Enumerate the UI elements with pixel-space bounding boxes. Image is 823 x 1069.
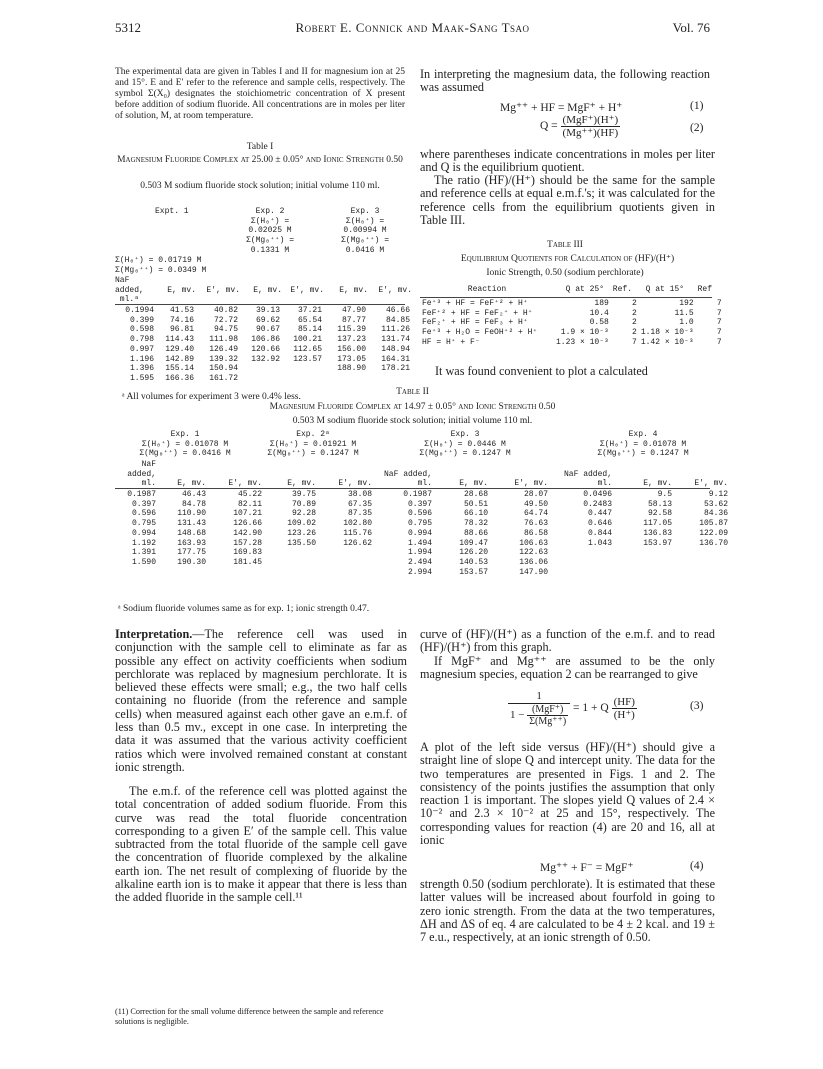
interpretation-para-2: The e.m.f. of the reference cell was plotted against the total concentration of added sodium fluoride. From this curve was read the total fluoride concentration corresponding to a given E′ of the sample cell. This value subtracted from the total fluoride of the sample cell gave the concentration of fluoride complexed by the alkaline earth ion. The net result of complexing of fluoride by the alkaline earth ion is to make it appear that there is less than the added fluoride in the sample cell.¹¹ — [115, 784, 407, 905]
table-cell: 164.31 — [381, 354, 410, 364]
table-cell: 9.5 — [657, 490, 672, 499]
table1-body — [112, 306, 412, 384]
table-cell: 2.994 — [407, 567, 432, 577]
table-cell: 41.53 — [169, 306, 194, 315]
table-cell: 1.192 — [131, 538, 156, 548]
table-header-row — [112, 460, 730, 489]
table2-colhead: E, mv. — [287, 479, 316, 489]
table-cell: 153.57 — [459, 567, 488, 577]
table-cell: 0.795 — [407, 519, 432, 529]
table-cell: 150.94 — [209, 364, 238, 374]
table-cell: 115.39 — [337, 325, 366, 335]
table-cell: 7 — [716, 308, 722, 318]
table-cell: 40.82 — [213, 306, 238, 315]
table-row — [112, 325, 412, 335]
table-cell — [614, 548, 674, 558]
table-cell: 123.26 — [287, 528, 316, 538]
table2-colhead: NaF added, ml. — [127, 460, 156, 489]
eq2-numerator: (MgF⁺)(H⁺) — [562, 114, 619, 126]
table-cell: 90.67 — [255, 325, 280, 335]
table2-colhead: E′, mv. — [228, 479, 262, 489]
table-cell: 7 — [716, 299, 722, 308]
table-cell: 131.43 — [177, 519, 206, 529]
table-cell: 0.0496 — [583, 490, 612, 499]
table-row — [112, 500, 730, 510]
table-cell: 37.21 — [297, 306, 322, 315]
table2-rule — [115, 488, 710, 489]
table-cell: 45.22 — [237, 490, 262, 499]
table-cell — [614, 558, 674, 568]
table-cell: 111.26 — [381, 325, 410, 335]
table-row — [112, 364, 412, 374]
table-cell: 0.994 — [407, 528, 432, 538]
table-cell: 136.83 — [643, 528, 672, 538]
table-cell: 147.90 — [519, 567, 548, 577]
table-cell: 0.844 — [587, 528, 612, 538]
table-cell: 39.75 — [291, 490, 316, 499]
equation-3-number: (3) — [690, 700, 704, 712]
table-cell: 1.23 × 10⁻³ — [556, 337, 609, 347]
table-cell — [240, 364, 282, 374]
table3-subtitle: Ionic Strength, 0.50 (sodium perchlorate) — [486, 268, 644, 278]
table-cell: 72.72 — [213, 315, 238, 325]
table-cell: 49.50 — [523, 499, 548, 509]
table3-colhead: Ref — [697, 285, 712, 294]
table-cell: 38.08 — [347, 490, 372, 499]
table-row — [112, 355, 412, 365]
table-cell: 0.596 — [131, 509, 156, 519]
table-cell: 86.58 — [523, 528, 548, 538]
table-cell — [674, 558, 730, 568]
table2-exp4-head: Exp. 4 Σ(H₀⁺) = 0.01078 M Σ(Mg₀⁺⁺) = 0.1247 M — [597, 430, 689, 459]
bottom-right-para-4: strength 0.50 (sodium perchlorate). It is estimated that these latter values will be increased about fourfold in going to zero ionic strength. From the data at the two temperatures, ΔH and ΔS of eq. 4 are calculated to be 4 ± 2 kcal. and 19 ± 7 e.u., respectively, at an ionic strength of 0.50. — [420, 877, 715, 945]
table-cell — [318, 568, 374, 578]
table-row — [112, 345, 412, 355]
table1-exp1-conc: Σ(H₀⁺) = 0.01719 M Σ(Mg₀⁺⁺) = 0.0349 M — [115, 256, 207, 275]
table-cell: 155.14 — [165, 364, 194, 374]
table-cell: 1.18 × 10⁻³ — [640, 328, 694, 338]
table-cell — [158, 568, 208, 578]
table-cell: 1.396 — [129, 364, 154, 374]
table-cell — [282, 374, 324, 384]
table-cell: 126.66 — [233, 519, 262, 529]
table-cell — [240, 374, 282, 384]
right-para-1: In interpreting the magnesium data, the following reaction was assumed — [420, 67, 710, 95]
table1-colhead: E, mv. — [339, 286, 368, 295]
table-cell: 112.65 — [293, 344, 322, 354]
table-cell: 169.83 — [233, 548, 262, 558]
table3-colhead: Reaction — [467, 285, 507, 294]
equation-1-number: (1) — [690, 100, 704, 112]
table2-colhead: NaF added, ml. — [563, 469, 612, 489]
table-cell: 173.05 — [337, 354, 366, 364]
table-cell: 110.90 — [177, 509, 206, 519]
table-row — [112, 306, 412, 316]
table-cell: 0.795 — [131, 519, 156, 529]
table-cell: 0.397 — [131, 499, 156, 509]
table-cell — [324, 374, 368, 384]
table-cell: 190.30 — [177, 557, 206, 567]
table-row — [420, 338, 724, 348]
table-cell: 0.58 — [589, 318, 609, 328]
table-cell — [614, 568, 674, 578]
table-cell — [674, 548, 730, 558]
table-cell: 78.32 — [463, 519, 488, 529]
table-cell: 136.70 — [699, 538, 728, 548]
table-cell: 123.57 — [293, 354, 322, 364]
table-cell: 139.32 — [209, 354, 238, 364]
right-para-4: It was found convenient to plot a calculated — [435, 364, 648, 378]
table-cell: 178.21 — [381, 364, 410, 374]
table-cell: 85.14 — [297, 325, 322, 335]
table-cell: 7 — [632, 337, 637, 347]
eq3-rhs: = 1 + Q — [573, 702, 609, 715]
table3-colhead: Q at 25° — [565, 285, 604, 294]
table-cell: 65.54 — [297, 315, 322, 325]
table-cell: 2 — [632, 328, 637, 338]
table-cell: 0.1987 — [127, 490, 156, 499]
table-cell: Fe⁺³ + HF = FeF⁺² + H⁺ — [422, 299, 528, 308]
table-cell — [318, 558, 374, 568]
bottom-right-para-2: If MgF⁺ and Mg⁺⁺ are assumed to be the only magnesium species, equation 2 can be rearranged to give — [420, 654, 715, 682]
table2-colhead: E′, mv. — [514, 479, 548, 489]
table-cell: 117.05 — [643, 519, 672, 529]
table1-title: Magnesium Fluoride Complex at 25.00 ± 0.05° and Ionic Strength 0.50 — [117, 155, 403, 165]
table-cell: 0.397 — [407, 499, 432, 509]
table-cell: 7 — [716, 337, 722, 347]
table-cell: 28.07 — [523, 490, 548, 499]
table-row — [112, 568, 730, 578]
table1-col-heads — [158, 286, 414, 296]
table-cell: 87.35 — [347, 509, 372, 519]
interpretation-heading: Interpretation. — [115, 627, 193, 641]
table-cell: 0.2483 — [583, 499, 612, 509]
table-cell — [264, 558, 318, 568]
table1-label: Table I — [246, 142, 274, 152]
table-cell: 1.590 — [131, 557, 156, 567]
table-cell: Fe⁺³ + H₂O = FeOH⁺² + H⁺ — [422, 328, 538, 338]
table-cell: 92.58 — [647, 509, 672, 519]
table-cell: 2.494 — [407, 557, 432, 567]
table-row — [112, 335, 412, 345]
table-cell: HF = H⁺ + F⁻ — [422, 337, 480, 347]
table1-colhead: E′, mv. — [290, 286, 324, 295]
table-row — [420, 299, 724, 309]
table2-colhead: E, mv. — [643, 479, 672, 489]
table-cell — [674, 568, 730, 578]
table-cell: 92.28 — [291, 509, 316, 519]
table2-colhead: E, mv. — [177, 479, 206, 489]
table-cell: 142.89 — [165, 354, 194, 364]
table-row — [112, 509, 730, 519]
equation-3 — [508, 690, 637, 727]
table1-exp1-head: Expt. 1 — [155, 207, 189, 216]
table2-colhead: E′, mv. — [694, 479, 728, 489]
table-cell: 2 — [632, 299, 637, 308]
table-row — [112, 539, 730, 549]
table-cell: 39.13 — [255, 306, 280, 315]
eq2-denominator: (Mg⁺⁺)(HF) — [562, 127, 619, 139]
table-cell: 46.43 — [181, 490, 206, 499]
table-cell: 0.1994 — [125, 306, 154, 315]
table3-colhead: Q at 15° — [645, 285, 684, 294]
equation-4: Mg⁺⁺ + F⁻ = MgF⁺ — [540, 862, 634, 874]
equation-2-number: (2) — [690, 122, 704, 134]
table-cell: 0.798 — [129, 335, 154, 345]
table-row — [112, 548, 730, 558]
table3-heads — [420, 285, 714, 295]
table2-footnote: ᵃ Sodium fluoride volumes same as for exp. 1; ionic strength 0.47. — [118, 604, 370, 614]
table-cell: 188.90 — [337, 364, 366, 374]
table-cell: 136.06 — [519, 557, 548, 567]
eq3-inner-den: Σ(Mg⁺⁺) — [529, 716, 567, 727]
table-cell: 1.391 — [131, 548, 156, 558]
table-cell: 122.63 — [519, 548, 548, 558]
table-cell: 115.76 — [343, 528, 372, 538]
table-cell: 64.74 — [523, 509, 548, 519]
table-cell: 96.81 — [169, 325, 194, 335]
bottom-right-para-1: curve of (HF)/(H⁺) as a function of the e.m.f. and to read (HF)/(H⁺) from this graph. — [420, 627, 715, 655]
table-cell: 9.12 — [708, 490, 728, 499]
table1-footnote: ᵃ All volumes for experiment 3 were 0.4% less. — [122, 392, 301, 402]
table-cell: 148.68 — [177, 528, 206, 538]
table-row — [420, 309, 724, 319]
table-cell: 129.40 — [165, 344, 194, 354]
table-cell: 137.23 — [337, 335, 366, 345]
table-cell — [368, 374, 412, 384]
table-cell: 135.50 — [287, 538, 316, 548]
table-row — [112, 374, 412, 384]
table-cell: 0.399 — [129, 315, 154, 325]
table-cell: 67.35 — [347, 499, 372, 509]
table-cell — [208, 568, 264, 578]
right-para-3: The ratio (HF)/(H⁺) should be the same for the sample and reference cells at equal e.m.f.'s; it was calculated for the reference cells from the equilibrium quotients given in Table III. — [420, 173, 715, 227]
table-cell: 58.13 — [647, 499, 672, 509]
table-cell: 1.494 — [407, 538, 432, 548]
table-cell: 153.97 — [643, 538, 672, 548]
table-cell: 109.47 — [459, 538, 488, 548]
table2-title: Magnesium Fluoride Complex at 14.97 ± 0.05° and Ionic Strength 0.50 — [269, 402, 556, 412]
equation-4-number: (4) — [690, 860, 704, 872]
table-cell: 1.994 — [407, 548, 432, 558]
bottom-right-para-3: A plot of the left side versus (HF)/(H⁺) should give a straight line of slope Q and intercept unity. The data for the two temperatures are presented in Figs. 1 and 2. The consistency of the points justifies the assumption that only reaction 1 is important. The slopes yield Q values of 2.4 × 10⁻² and 2.3 × 10⁻² at 25 and 15°, respectively. The corresponding values for reaction (4) are 20 and 16, all at ionic — [420, 740, 715, 848]
table-cell: 46.66 — [385, 306, 410, 315]
table-cell: 0.447 — [587, 509, 612, 519]
table-cell: 132.92 — [251, 354, 280, 364]
table-cell: 166.36 — [165, 373, 194, 383]
table1-colhead: E′, mv. — [378, 286, 412, 295]
equation-1: Mg⁺⁺ + HF = MgF⁺ + H⁺ — [500, 102, 623, 114]
page-number: 5312 — [115, 20, 141, 35]
table-cell: FeF₂⁺ + HF = FeF₃ + H⁺ — [422, 318, 528, 328]
table-cell: 1.595 — [129, 373, 154, 383]
table-row — [420, 318, 724, 328]
table-row — [112, 529, 730, 539]
table-cell: 84.78 — [181, 499, 206, 509]
table-cell: 148.94 — [381, 344, 410, 354]
table-cell: 189 — [594, 299, 609, 308]
table-cell: 109.02 — [287, 519, 316, 529]
table-cell: 106.63 — [519, 538, 548, 548]
table-cell: 100.21 — [293, 335, 322, 345]
table-cell: 1.196 — [129, 354, 154, 364]
table-cell: 126.20 — [459, 548, 488, 558]
running-title: Robert E. Connick and Maak-Sang Tsao — [295, 20, 530, 35]
table2-colhead: NaF added, ml. — [383, 469, 432, 489]
table-cell: 7 — [716, 318, 722, 328]
table-cell: 0.994 — [131, 528, 156, 538]
footnote-11: (11) Correction for the small volume difference between the sample and reference solutions is negligible. — [115, 1007, 384, 1026]
table-cell: 0.596 — [407, 509, 432, 519]
table1-exp2-head: Exp. 2 Σ(H₀⁺) = 0.02025 M Σ(Mg₀⁺⁺) = 0.1331 M — [245, 207, 295, 255]
table1-subtitle: 0.503 M sodium fluoride stock solution; initial volume 110 ml. — [140, 181, 380, 191]
volume-label: Vol. 76 — [672, 20, 710, 35]
table-cell — [550, 548, 614, 558]
table-cell: 1.043 — [587, 538, 612, 548]
table-cell — [264, 548, 318, 558]
table-cell: 10.4 — [589, 308, 609, 318]
table3-body — [420, 299, 724, 348]
table2-body — [112, 490, 730, 577]
table-row — [112, 558, 730, 568]
table-cell: 87.77 — [341, 315, 366, 325]
table-cell: 1.0 — [679, 318, 694, 328]
table-cell: 122.09 — [699, 528, 728, 538]
right-para-2: where parentheses indicate concentrations in moles per liter and Q is the equilibrium quotient. — [420, 147, 715, 175]
table-cell: 120.66 — [251, 344, 280, 354]
eq3-inner-num: (MgF⁺) — [527, 704, 568, 716]
table-cell — [112, 568, 158, 578]
table1-colhead: E, mv. — [167, 286, 196, 295]
table-cell: 131.74 — [381, 335, 410, 345]
table-cell: 163.93 — [177, 538, 206, 548]
table-row — [420, 328, 724, 338]
table-cell: 82.11 — [237, 499, 262, 509]
table-cell: 88.66 — [463, 528, 488, 538]
table3-colhead: Ref. — [612, 285, 632, 294]
table-cell: 140.53 — [459, 557, 488, 567]
table-cell: 102.80 — [343, 519, 372, 529]
table-cell: 161.72 — [209, 373, 238, 383]
table-cell — [264, 568, 318, 578]
table-cell: 7 — [716, 328, 722, 338]
eq3-rhs-den: (H⁺) — [613, 709, 635, 721]
table2-label: Table II — [396, 387, 429, 397]
table-cell: 94.75 — [213, 325, 238, 335]
eq2-lhs: Q = — [540, 120, 558, 133]
eq3-denominator: 1 − $\frac{\text{(MgF⁺)}}{\Sigma(Mg^{++})}$ — [510, 704, 567, 727]
table-cell: 1.9 × 10⁻³ — [560, 328, 609, 338]
table-cell: 0.997 — [129, 344, 154, 354]
table-cell: 126.62 — [343, 538, 372, 548]
equation-2 — [540, 114, 620, 139]
table2-exp2-head: Exp. 2ᵃ Σ(H₀⁺) = 0.01921 M Σ(Mg₀⁺⁺) = 0.1247 M — [267, 430, 359, 459]
table-cell: 177.75 — [177, 548, 206, 558]
table-cell: 111.98 — [209, 335, 238, 345]
table2-col-heads — [112, 460, 730, 489]
table1-naf-head: NaF added, ml.ᵃ — [115, 276, 144, 305]
table-cell: 156.00 — [337, 344, 366, 354]
eq3-rhs-num: (HF) — [613, 696, 635, 708]
table-row — [112, 490, 730, 500]
table-cell: 0.646 — [587, 519, 612, 529]
table-row — [112, 316, 412, 326]
table-cell: 50.51 — [463, 499, 488, 509]
table-cell: 2 — [632, 308, 637, 318]
table-row — [112, 519, 730, 529]
table-cell: 11.5 — [674, 308, 694, 318]
table-cell: 126.49 — [209, 344, 238, 354]
table-cell — [318, 548, 374, 558]
table-cell: 192 — [679, 299, 694, 308]
table1-colhead: E, mv. — [253, 286, 282, 295]
table-cell: 74.16 — [169, 315, 194, 325]
table-cell: 66.10 — [463, 509, 488, 519]
table-cell: 76.63 — [523, 519, 548, 529]
interpretation-para-1 — [115, 628, 407, 774]
table-cell: 53.62 — [703, 499, 728, 509]
table-cell: 181.45 — [233, 557, 262, 567]
table-cell: 142.90 — [233, 528, 262, 538]
table-cell: 47.90 — [341, 306, 366, 315]
table2-exp3-head: Exp. 3 Σ(H₀⁺) = 0.0446 M Σ(Mg₀⁺⁺) = 0.1247 M — [419, 430, 511, 459]
interpretation-text-1: —The reference cell was used in conjunction with the sample cell to eliminate as far as possible any effect on activity coefficients when sodium perchlorate was replaced by magnesium perchlorate. It is believed these effects were small; e.g., the two half cells containing no fluoride (from the reference and sample cells) when measured against each other gave an e.m.f. of less than 0.5 mv., except in one case. In interpreting the data it was assumed that the various activity coefficient ratios which were involved remained constant at constant ionic strength. — [115, 627, 407, 774]
table2-colhead: E′, mv. — [338, 479, 372, 489]
table-cell: 70.89 — [291, 499, 316, 509]
table1-exp3-head: Exp. 3 Σ(H₀⁺) = 0.00994 M Σ(Mg₀⁺⁺) = 0.0416 M — [340, 207, 390, 255]
table3-rule — [420, 297, 712, 298]
table-cell: 157.28 — [233, 538, 262, 548]
table-cell: 2 — [632, 318, 637, 328]
table3-title: Equilibrium Quotients for Calculation of (HF)/(H⁺) — [460, 254, 675, 264]
table-cell: 1.42 × 10⁻³ — [640, 337, 694, 347]
table2-colhead: E, mv. — [459, 479, 488, 489]
table-cell: 69.62 — [255, 315, 280, 325]
table1-colhead: E′, mv. — [206, 286, 240, 295]
table-cell: 84.36 — [703, 509, 728, 519]
table2-subtitle: 0.503 M sodium fluoride stock solution; initial volume 110 ml. — [292, 416, 533, 426]
table1-rule — [115, 304, 405, 305]
table-cell: 114.43 — [165, 335, 194, 345]
table-cell: FeF⁺² + HF = FeF₂⁺ + H⁺ — [422, 308, 533, 318]
table-cell — [550, 558, 614, 568]
table-cell: 28.68 — [463, 490, 488, 499]
table-cell: 0.598 — [129, 325, 154, 335]
table-cell: 107.21 — [233, 509, 262, 519]
table2-exp1-head: Exp. 1 Σ(H₀⁺) = 0.01078 M Σ(Mg₀⁺⁺) = 0.0416 M — [139, 430, 231, 459]
intro-paragraph: The experimental data are given in Tables I and II for magnesium ion at 25 and 15°. E and E′ refer to the reference and sample cells, respectively. The symbol Σ(X₀) designates the stoichiometric concentration of X present before addition of sodium fluoride. All concentrations are in moles per liter of solution, M, at room temperature. — [115, 67, 405, 121]
table-cell: 0.1987 — [403, 490, 432, 499]
table-cell: 84.85 — [385, 315, 410, 325]
eq3-numerator-one: 1 — [508, 690, 570, 704]
table-cell — [550, 568, 614, 578]
table-cell: 106.86 — [251, 335, 280, 345]
table-cell — [282, 364, 324, 374]
table3-label: Table III — [547, 240, 583, 250]
table-cell: 105.87 — [699, 519, 728, 529]
